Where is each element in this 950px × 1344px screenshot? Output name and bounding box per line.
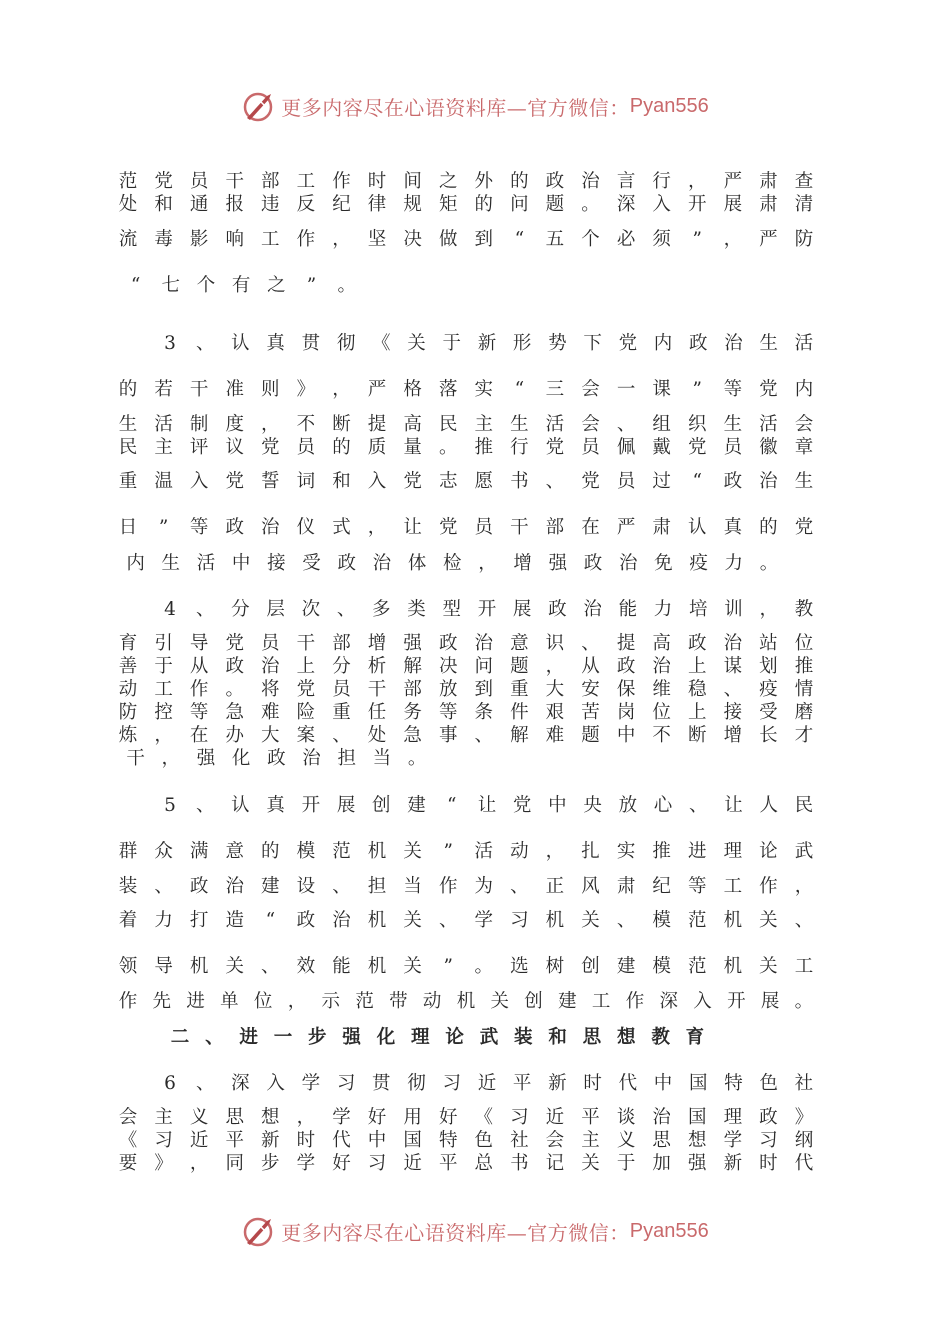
watermark-banner-bottom [0, 1211, 950, 1251]
pen-logo-icon [241, 88, 277, 124]
text-line: 防 控 等 急 难 险 重 任 务 等 条 件 艰 苦 岗 位 上 接 受 磨 [118, 702, 814, 723]
wechat-id: Pyan556 [629, 94, 709, 117]
text-line: 内 生 活 中 接 受 政 治 体 检 ， 增 强 政 治 免 疫 力 。 [126, 553, 779, 574]
text-line: 范 党 员 干 部 工 作 时 间 之 外 的 政 治 言 行 ， 严 肃 查 [118, 171, 814, 192]
text-line: 日 ” 等 政 治 仪 式 ， 让 党 员 干 部 在 严 肃 认 真 的 党 [118, 517, 814, 538]
text-line: 会 主 义 思 想 ， 学 好 用 好 《 习 近 平 谈 治 国 理 政 》 [118, 1107, 814, 1128]
text-line: 领 导 机 关 、 效 能 机 关 ” 。 选 树 创 建 模 范 机 关 工 [118, 956, 814, 977]
text-line: 着 力 打 造 “ 政 治 机 关 、 学 习 机 关 、 模 范 机 关 、 [118, 910, 814, 931]
text-line: 3 、 认 真 贯 彻 《 关 于 新 形 势 下 党 内 政 治 生 活 [164, 333, 814, 354]
pen-logo-icon [241, 1213, 277, 1249]
text-line: 的 若 干 准 则 》 ， 严 格 落 实 “ 三 会 一 课 ” 等 党 内 [118, 379, 814, 400]
text-line: 5 、 认 真 开 展 创 建 “ 让 党 中 央 放 心 、 让 人 民 [164, 795, 814, 816]
text-line: 炼 ， 在 办 大 案 、 处 急 事 、 解 难 题 中 不 断 增 长 才 [118, 725, 814, 746]
watermark-text: 更多内容尽在心语资料库—官方微信： [281, 95, 630, 120]
text-line: 重 温 入 党 誓 词 和 入 党 志 愿 书 、 党 员 过 “ 政 治 生 [118, 471, 814, 492]
text-line: 装 、 政 治 建 设 、 担 当 作 为 、 正 风 肃 纪 等 工 作 ， [118, 876, 814, 897]
text-line: 4 、 分 层 次 、 多 类 型 开 展 政 治 能 力 培 训 ， 教 [164, 599, 814, 620]
text-line: 处 和 通 报 违 反 纪 律 规 矩 的 问 题 。 深 入 开 展 肃 清 [118, 194, 814, 215]
text-line: 作 先 进 单 位 ， 示 范 带 动 机 关 创 建 工 作 深 入 开 展 。 [118, 991, 814, 1012]
section-heading: 二 、 进 一 步 强 化 理 论 武 装 和 思 想 教 育 [170, 1027, 705, 1048]
text-line: 善 于 从 政 治 上 分 析 解 决 问 题 ， 从 政 治 上 谋 划 推 [118, 656, 814, 677]
watermark-text: 更多内容尽在心语资料库—官方微信： [281, 1220, 630, 1245]
text-line: 6 、 深 入 学 习 贯 彻 习 近 平 新 时 代 中 国 特 色 社 [164, 1073, 814, 1094]
text-line: “ 七 个 有 之 ” 。 [130, 275, 356, 296]
text-line: 民 主 评 议 党 员 的 质 量 。 推 行 党 员 佩 戴 党 员 徽 章 [118, 437, 814, 458]
text-line: 《 习 近 平 新 时 代 中 国 特 色 社 会 主 义 思 想 学 习 纲 [118, 1130, 814, 1151]
text-line: 要 》 ， 同 步 学 好 习 近 平 总 书 记 关 于 加 强 新 时 代 [118, 1153, 814, 1174]
wechat-id: Pyan556 [629, 1219, 709, 1242]
text-line: 生 活 制 度 ， 不 断 提 高 民 主 生 活 会 、 组 织 生 活 会 [118, 414, 814, 435]
watermark-banner-top [0, 86, 950, 126]
text-line: 干 ， 强 化 政 治 担 当 。 [126, 748, 427, 769]
text-line: 流 毒 影 响 工 作 ， 坚 决 做 到 “ 五 个 必 须 ” ， 严 防 [118, 229, 814, 250]
text-line: 群 众 满 意 的 模 范 机 关 ” 活 动 ， 扎 实 推 进 理 论 武 [118, 841, 814, 862]
text-line: 动 工 作 。 将 党 员 干 部 放 到 重 大 安 保 维 稳 、 疫 情 [118, 679, 814, 700]
text-line: 育 引 导 党 员 干 部 增 强 政 治 意 识 、 提 高 政 治 站 位 [118, 633, 814, 654]
